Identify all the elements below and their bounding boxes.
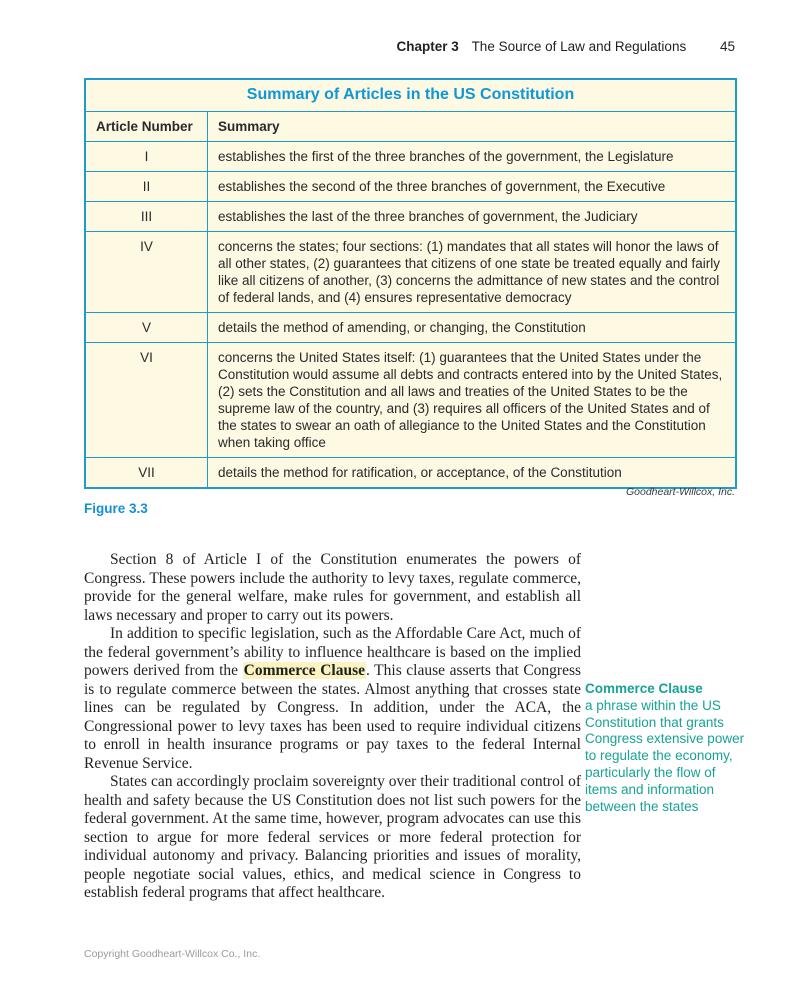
article-number-cell: IV bbox=[86, 232, 208, 312]
paragraph-text: . This clause asserts that Congress is to regulate commerce between the states. Almost anything that crosses state lines can be regulated by Congress. In addition, under the ACA, the Congressional power to levy taxes has been used to require individual citizens to enroll in health insurance programs or pay taxes to the federal Internal Revenue Service. bbox=[84, 662, 582, 772]
column-header-summary: Summary bbox=[218, 119, 280, 134]
table-row-article-6 bbox=[86, 342, 735, 457]
chapter-label: Chapter 3 bbox=[396, 39, 459, 54]
page-number: 45 bbox=[719, 39, 735, 54]
margin-definition-text: a phrase within the US Constitution that grants Congress extensive power to regulate the economy, particularly the flow of items and information between the states bbox=[585, 697, 745, 814]
article-number-cell: VII bbox=[86, 458, 208, 487]
summary-cell: concerns the states; four sections: (1) mandates that all states will honor the laws of all other states, (2) guarantees that citizens of one state be treated equally and fairly like all citizens of another, (3) concerns the admittance of new states and the control of federal lands, and (4) ensures representative democracy bbox=[218, 239, 721, 305]
table-header-row bbox=[86, 111, 735, 141]
constitution-articles-table bbox=[84, 78, 737, 489]
table-credit: Goodheart-Willcox, Inc. bbox=[625, 486, 735, 498]
summary-cell: establishes the last of the three branches of government, the Judiciary bbox=[218, 209, 638, 224]
table-row-article-5 bbox=[86, 312, 735, 342]
copyright-notice: Copyright Goodheart-Willcox Co., Inc. bbox=[84, 948, 261, 960]
table-row-article-3 bbox=[86, 201, 735, 231]
article-number-cell: I bbox=[86, 142, 208, 171]
table-row-article-7 bbox=[86, 457, 735, 487]
margin-definition bbox=[585, 681, 745, 815]
table-row-article-2 bbox=[86, 171, 735, 201]
summary-cell: concerns the United States itself: (1) guarantees that the United States under the Constitution would assume all debts and contracts entered into by the United States, (2) sets the Constitution and all laws and treaties of the United States to be the supreme law of the country, and (3) requires all officers of the United States and of the states to swear an oath of allegiance to the United States and the Constitution when taking office bbox=[218, 350, 723, 450]
summary-cell: establishes the first of the three branches of the government, the Legislature bbox=[218, 149, 674, 164]
column-header-article-number: Article Number bbox=[86, 112, 208, 141]
paragraph-text: In addition to specific legislation, such as the Affordable Care Act, much of the federal government’s ability to influence healthcare is based on the implied powers derived from the bbox=[84, 625, 581, 679]
summary-cell: details the method for ratification, or acceptance, of the Constitution bbox=[218, 465, 622, 480]
paragraph-commerce-clause bbox=[84, 625, 581, 773]
summary-cell: details the method of amending, or changing, the Constitution bbox=[218, 320, 586, 335]
article-number-cell: VI bbox=[86, 343, 208, 457]
table-row-article-4 bbox=[86, 231, 735, 312]
table-row-article-1 bbox=[86, 141, 735, 171]
body-text bbox=[84, 551, 581, 903]
article-number-cell: V bbox=[86, 313, 208, 342]
margin-term: Commerce Clause bbox=[585, 681, 703, 696]
article-number-cell: II bbox=[86, 172, 208, 201]
paragraph-section8: Section 8 of Article I of the Constitution enumerates the powers of Congress. These powers include the authority to levy taxes, regulate commerce, provide for the general welfare, make rules for government, and establish all laws necessary and proper to carry out its powers. bbox=[84, 551, 581, 624]
figure-caption: Figure 3.3 bbox=[84, 501, 148, 516]
article-number-cell: III bbox=[86, 202, 208, 231]
running-head bbox=[84, 39, 735, 54]
summary-cell: establishes the second of the three branches of government, the Executive bbox=[218, 179, 666, 194]
table-title: Summary of Articles in the US Constitution bbox=[246, 86, 575, 103]
chapter-title: The Source of Law and Regulations bbox=[471, 39, 687, 54]
keyterm-highlight: Commerce Clause bbox=[243, 662, 365, 679]
paragraph-states-sovereignty: States can accordingly proclaim sovereignty over their traditional control of health and safety because the US Constitution does not list such powers for the federal government. At the same time, however, program advocates can use this section to argue for more federal services or more federal protection for individual autonomy and privacy. Balancing priorities and issues of morality, people negotiate social values, ethics, and medical science in Congress to establish federal programs that affect healthcare. bbox=[84, 773, 581, 901]
